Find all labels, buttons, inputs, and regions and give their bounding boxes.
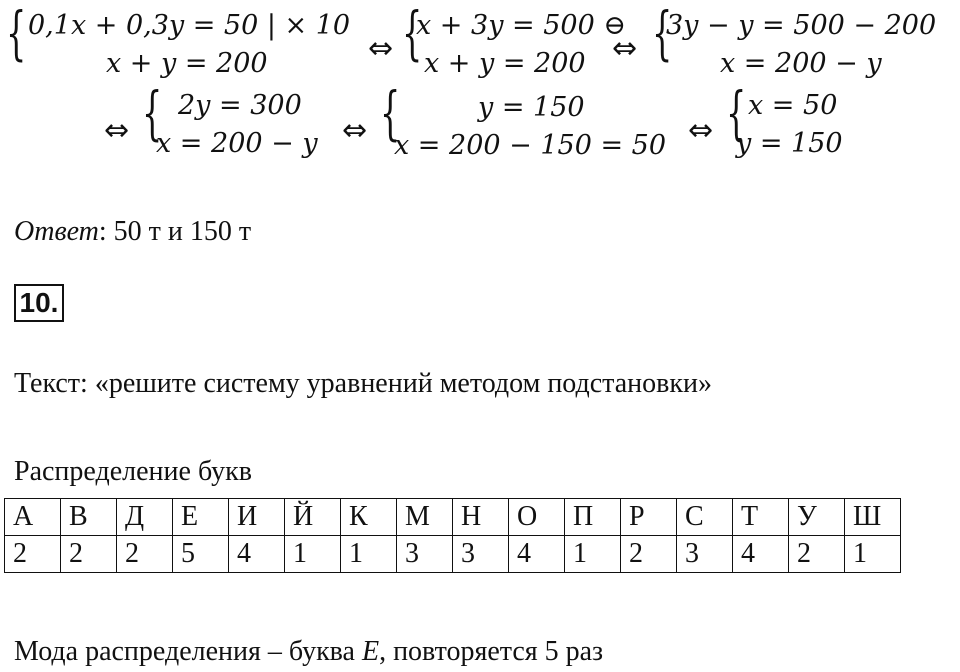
table-cell: 2 — [789, 536, 845, 573]
system-1-line-2: x + y = 200 — [106, 48, 268, 79]
table-cell: М — [397, 499, 453, 536]
distribution-table — [4, 498, 901, 573]
table-cell: Д — [117, 499, 173, 536]
mode-line — [14, 636, 603, 668]
table-cell: Т — [733, 499, 789, 536]
brace-icon: { — [142, 79, 163, 147]
equivalence-arrow-1: ⇔ — [368, 31, 394, 66]
equivalence-arrow-2: ⇔ — [612, 31, 638, 66]
task-text: Текст: «решите систему уравнений методом подстановки» — [14, 368, 712, 399]
table-cell: 4 — [229, 536, 285, 573]
system-2-line-1: x + 3y = 500 ⊖ — [416, 10, 626, 41]
answer-line — [14, 216, 251, 248]
answer-value: : 50 т и 150 т — [98, 216, 252, 247]
table-cell: Н — [453, 499, 509, 536]
table-cell: 2 — [117, 536, 173, 573]
table-cell: 4 — [733, 536, 789, 573]
system-1-line-1: 0,1x + 0,3y = 50 | × 10 — [28, 10, 351, 41]
equivalence-arrow-3: ⇔ — [104, 113, 130, 148]
distribution-title: Распределение букв — [14, 456, 252, 487]
table-cell: 1 — [845, 536, 901, 573]
task-number-badge: 10. — [14, 284, 64, 322]
table-cell: О — [509, 499, 565, 536]
equivalence-arrow-4: ⇔ — [342, 113, 368, 148]
table-cell: 3 — [453, 536, 509, 573]
equivalence-arrow-5: ⇔ — [688, 113, 714, 148]
table-cell: И — [229, 499, 285, 536]
table-cell: В — [61, 499, 117, 536]
system-6-line-2: y = 150 — [736, 128, 843, 159]
table-cell: Р — [621, 499, 677, 536]
brace-icon: { — [380, 79, 401, 147]
table-row-letters — [5, 499, 901, 536]
answer-label: Ответ — [14, 216, 99, 247]
mode-prefix: Мода распределения – буква — [14, 636, 362, 667]
table-cell: П — [565, 499, 621, 536]
system-3-line-2: x = 200 − y — [720, 48, 882, 79]
mode-letter: E — [361, 636, 380, 667]
table-cell: Е — [173, 499, 229, 536]
system-6-line-1: x = 50 — [748, 90, 838, 121]
system-3-line-1: 3y − y = 500 − 200 — [666, 10, 937, 41]
table-cell: У — [789, 499, 845, 536]
table-cell: 3 — [397, 536, 453, 573]
mode-suffix: , повторяется 5 раз — [379, 636, 604, 667]
brace-icon: { — [402, 0, 423, 67]
system-2-line-2: x + y = 200 — [424, 48, 586, 79]
table-cell: 2 — [61, 536, 117, 573]
table-cell: 5 — [173, 536, 229, 573]
brace-icon: { — [652, 0, 673, 67]
table-cell: Й — [285, 499, 341, 536]
table-cell: 1 — [565, 536, 621, 573]
table-cell: 1 — [341, 536, 397, 573]
table-cell: 2 — [5, 536, 61, 573]
system-5-line-1: y = 150 — [478, 92, 585, 123]
table-cell: С — [677, 499, 733, 536]
table-row-counts — [5, 536, 901, 573]
system-5-line-2: x = 200 − 150 = 50 — [394, 130, 667, 161]
table-cell: Ш — [845, 499, 901, 536]
table-cell: А — [5, 499, 61, 536]
table-cell: К — [341, 499, 397, 536]
system-4-line-2: x = 200 − y — [156, 128, 318, 159]
table-cell: 2 — [621, 536, 677, 573]
system-4-line-1: 2y = 300 — [178, 90, 302, 121]
table-cell: 1 — [285, 536, 341, 573]
table-cell: 4 — [509, 536, 565, 573]
brace-icon: { — [726, 79, 747, 147]
brace-icon: { — [6, 0, 27, 67]
table-cell: 3 — [677, 536, 733, 573]
